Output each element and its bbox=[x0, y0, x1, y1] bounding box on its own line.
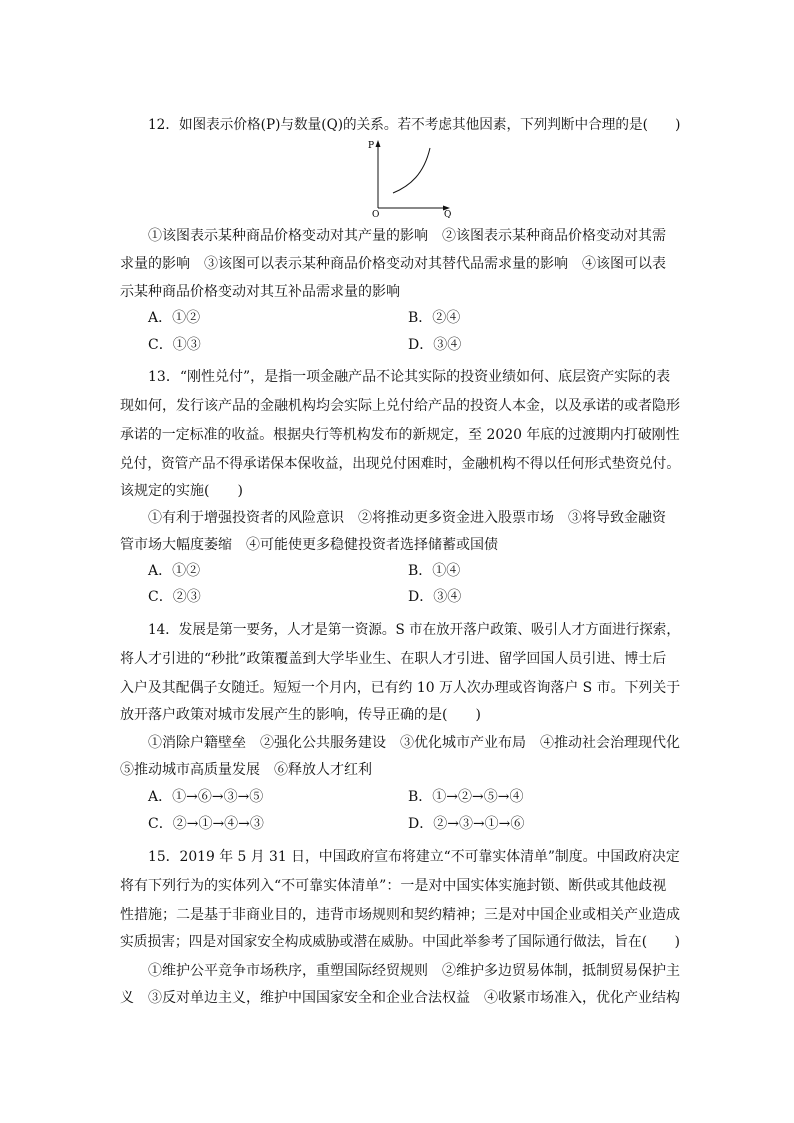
q14-option-d[interactable]: D．②→③→①→⑥ bbox=[408, 816, 525, 832]
q14-stem-3: 入户及其配偶子女随迁。短短一个月内，已有约 10 万人次办理或咨询落户 S 市。下列关于 bbox=[120, 680, 681, 696]
q13-stem-4: 兑付，资管产品不得承诺保本保收益，出现兑付困难时，金融机构不得以任何形式垫资兑付。 bbox=[120, 456, 680, 472]
q12-option-d[interactable]: D．③④ bbox=[408, 337, 462, 353]
q15-stem-3: 性措施；二是基于非商业目的，违背市场规则和契约精神；三是对中国企业或相关产业造成 bbox=[120, 907, 680, 923]
p-axis-label: P bbox=[368, 141, 375, 151]
q13-statement-2: 管市场大幅度萎缩 ④可能使更多稳健投资者选择储蓄或国债 bbox=[120, 537, 498, 553]
q15-stem-2: 将有下列行为的实体列入“不可靠实体清单”：一是对中国实体实施封锁、断供或其他歧视 bbox=[120, 878, 667, 894]
q15-statement-1: ①维护公平竞争市场秩序，重塑国际经贸规则 ②维护多边贸易体制，抵制贸易保护主 bbox=[148, 963, 680, 979]
q12-option-a[interactable]: A．①② bbox=[148, 310, 201, 326]
q13-option-a[interactable]: A．①② bbox=[148, 563, 201, 579]
q13-stem-5: 该规定的实施( ) bbox=[120, 483, 243, 499]
p-axis-arrow bbox=[376, 140, 381, 147]
pq-curve bbox=[393, 148, 430, 193]
q12-statement-3: 示某种商品价格变动对其互补品需求量的影响 bbox=[120, 284, 400, 300]
q14-stem-4: 放开落户政策对城市发展产生的影响，传导正确的是( ) bbox=[120, 707, 481, 723]
q12-stem: 12．如图表示价格(P)与数量(Q)的关系。若不考虑其他因素，下列判断中合理的是( ) bbox=[148, 117, 681, 133]
q15-statement-2: 义 ③反对单边主义，维护中国国家安全和企业合法权益 ④收紧市场准入，优化产业结构 bbox=[120, 990, 680, 1006]
q14-statement-2: ⑤推动城市高质量发展 ⑥释放人才红利 bbox=[120, 762, 372, 778]
q15-stem-4: 实质损害；四是对国家安全构成威胁或潜在威胁。中国此举参考了国际通行做法，旨在( ) bbox=[120, 934, 680, 950]
q12-statement-2: 求量的影响 ③该图可以表示某种商品价格变动对其替代品需求量的影响 ④该图可以表 bbox=[120, 256, 666, 272]
q13-option-b[interactable]: B．①④ bbox=[408, 563, 461, 579]
q13-option-c[interactable]: C．②③ bbox=[148, 589, 201, 605]
q14-option-b[interactable]: B．①→②→⑤→④ bbox=[408, 789, 524, 805]
q14-statement-1: ①消除户籍壁垒 ②强化公共服务建设 ③优化城市产业布局 ④推动社会治理现代化 bbox=[148, 735, 680, 751]
q14-stem-2: 将人才引进的“秒批”政策覆盖到大学毕业生、在职人才引进、留学回国人员引进、博士后 bbox=[120, 651, 667, 667]
origin-label: O bbox=[372, 210, 380, 218]
price-quantity-graph bbox=[366, 138, 466, 218]
q13-statement-1: ①有利于增强投资者的风险意识 ②将推动更多资金进入股票市场 ③将导致金融资 bbox=[148, 510, 666, 526]
q15-stem-1: 15．2019 年 5 月 31 日，中国政府宣布将建立“不可靠实体清单”制度。中国政府决定 bbox=[148, 849, 680, 865]
q14-stem-1: 14．发展是第一要务，人才是第一资源。S 市在放开落户政策、吸引人才方面进行探索， bbox=[148, 622, 680, 638]
q13-option-d[interactable]: D．③④ bbox=[408, 589, 462, 605]
q-axis-label: Q bbox=[444, 210, 452, 218]
q14-option-a[interactable]: A．①→⑥→③→⑤ bbox=[148, 789, 264, 805]
q13-stem-3: 承诺的一定标准的收益。根据央行等机构发布的新规定，至 2020 年底的过渡期内打破刚性 bbox=[120, 427, 680, 443]
q13-stem-1: 13．“刚性兑付”，是指一项金融产品不论其实际的投资业绩如何、底层资产实际的表 bbox=[148, 369, 671, 385]
q12-option-c[interactable]: C．①③ bbox=[148, 337, 201, 353]
q14-option-c[interactable]: C．②→①→④→③ bbox=[148, 816, 264, 832]
q12-statement-1: ①该图表示某种商品价格变动对其产量的影响 ②该图表示某种商品价格变动对其需 bbox=[148, 228, 666, 244]
q12-option-b[interactable]: B．②④ bbox=[408, 310, 461, 326]
q13-stem-2: 现如何，发行该产品的金融机构均会实际上兑付给产品的投资人本金，以及承诺的或者隐形 bbox=[120, 398, 680, 414]
